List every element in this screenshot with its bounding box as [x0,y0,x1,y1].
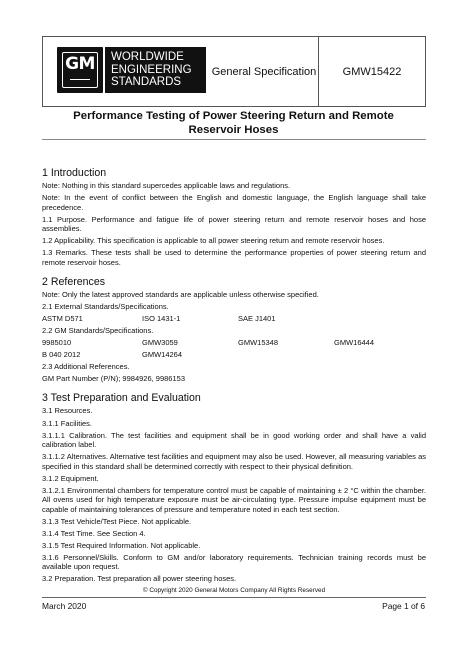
reference-item: GMW3059 [142,338,178,348]
footer-divider [42,597,426,598]
reference-item: SAE J1401 [238,313,276,323]
reference-row [42,338,426,347]
reference-row [42,314,426,323]
gm-logo-mark [62,52,98,88]
reference-item: GMW16444 [334,338,375,348]
document-body [42,167,426,587]
copyright-notice: © Copyright 2020 General Motors Company All Rights Reserved [142,587,326,594]
paragraph: 3.1.5 Test Required Information. Not applicable. [42,540,201,550]
org-line-2: ENGINEERING [111,63,192,76]
gm-logo-underline [70,79,90,81]
paragraph: 3.1.2.1 Environmental chambers for temperature control must be capable of maintaining ± 2 °C within the chamber. All ovens used for high temperature exposure must be air-circulating type. Pressure impulse equipment must be capable of maintaining tolerances of pressure and temperature noted in each test section. [42,485,426,514]
subsection-heading: 2.1 External Standards/Specifications. [42,301,169,311]
spec-type-label: General Specification [211,65,317,78]
org-line-3: STANDARDS [111,76,182,88]
org-line-1: WORLDWIDE [111,51,184,63]
title-line-1: Performance Testing of Power Steering Return and Remote [73,110,394,122]
section-heading-references: 2 References [42,275,106,288]
paragraph: 3.1.1 Facilities. [42,418,93,428]
title-line-2: Reservoir Hoses [188,123,279,136]
header-box [42,36,426,107]
paragraph: Note: In the event of conflict between the English and domestic language, the English language shall take precedence. [42,193,426,212]
reference-item: ASTM D571 [42,313,83,323]
footer-page-number: Page 1 of 6 [382,601,425,611]
gm-logo [57,47,103,93]
paragraph: 3.1 Resources. [42,406,93,416]
reference-item: GMW14264 [142,350,183,360]
paragraph: 3.1.2 Equipment. [42,473,99,483]
paragraph: 3.1.6 Personnel/Skills. Conform to GM and/or laboratory requirements. Technician training records must be available upon request. [42,552,426,572]
paragraph: 1.1 Purpose. Performance and fatigue life of power steering return and remote reservoir hoses and hose assemblies. [42,214,426,233]
org-name-block [105,47,206,93]
paragraph: 3.1.1.1 Calibration. The test facilities and equipment shall be in good working order and shall have a valid calibration label. [42,430,426,450]
gm-logo-text: GM [65,54,95,74]
paragraph: 3.1.3 Test Vehicle/Test Piece. Not applicable. [42,516,192,526]
page-title [60,110,407,137]
paragraph: Note: Only the latest approved standards are applicable unless otherwise specified. [42,289,319,299]
reference-item: B 040 2012 [42,350,81,360]
paragraph: 3.1.4 Test Time. See Section 4. [42,528,146,538]
document-number: GMW15422 [342,65,402,78]
title-divider [42,139,426,140]
paragraph: Note: Nothing in this standard supercedes applicable laws and regulations. [42,181,291,190]
section-heading-introduction: 1 Introduction [42,167,107,179]
section-heading-test-preparation: 3 Test Preparation and Evaluation [42,392,201,405]
reference-item: GMW15348 [238,338,279,348]
footer-date: March 2020 [42,601,87,611]
reference-row [42,350,426,359]
paragraph: 1.2 Applicability. This specification is applicable to all power steering return and remote reservoir hoses. [42,236,385,246]
subsection-heading: 2.3 Additional References. [42,362,130,372]
paragraph: 3.1.1.2 Alternatives. Alternative test facilities and equipment may also be used. However, all measuring variables as specified in this standard shall be determined correctly with respect to their physical definition. [42,452,426,471]
paragraph: GM Part Number (P/N); 9984926, 9986153 [42,374,185,384]
paragraph: 1.3 Remarks. These tests shall be used to determine the performance properties of power steering return and remote reservoir hoses. [42,248,426,267]
reference-item: 9985010 [42,338,72,348]
reference-item: ISO 1431-1 [142,313,181,323]
subsection-heading: 2.2 GM Standards/Specifications. [42,325,154,335]
paragraph: 3.2 Preparation. Test preparation all power steering hoses. [42,574,237,584]
